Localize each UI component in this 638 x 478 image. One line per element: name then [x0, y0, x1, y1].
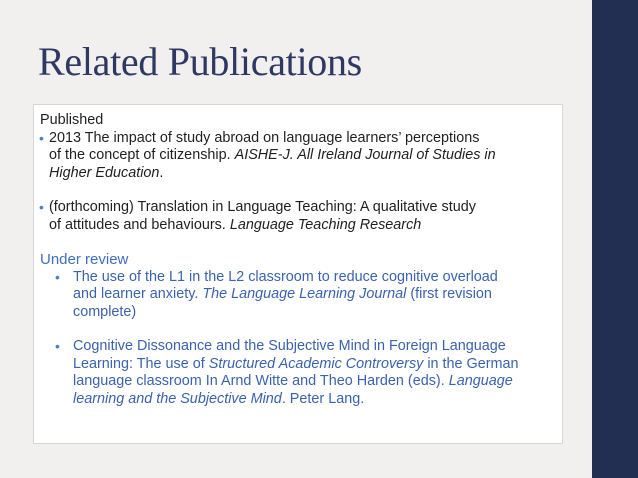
review-item-line: Learning: The use of Structured Academic Controversy in the German — [73, 355, 519, 372]
review-item — [40, 338, 560, 408]
under-review-heading: Under review — [40, 251, 129, 268]
review-item-line: language classroom In Arnd Witte and Theo Harden (eds). Language — [73, 373, 513, 389]
sidebar-accent — [592, 0, 638, 478]
bullet-icon: • — [55, 338, 60, 354]
slide-title: Related Publications — [38, 39, 362, 84]
published-item-line: (forthcoming) Translation in Language Teaching: A qualitative study — [49, 199, 476, 215]
bullet-icon: • — [39, 199, 44, 215]
publications-content — [40, 112, 560, 408]
bullet-icon: • — [55, 268, 60, 285]
review-item — [40, 269, 560, 322]
bullet-icon: • — [39, 129, 44, 146]
published-item-line: Higher Education. — [49, 164, 164, 181]
review-item-line: learning and the Subjective Mind. Peter Lang. — [73, 390, 365, 407]
published-item — [40, 130, 560, 183]
review-item-line: and learner anxiety. The Language Learning Journal (first revision — [73, 286, 492, 302]
published-heading: Published — [40, 112, 104, 128]
review-item-line: The use of the L1 in the L2 classroom to reduce cognitive overload — [73, 268, 498, 285]
published-item-line: of attitudes and behaviours. Language Teaching Research — [49, 216, 422, 233]
review-item-line: complete) — [73, 303, 137, 320]
review-item-line: Cognitive Dissonance and the Subjective Mind in Foreign Language — [73, 338, 506, 354]
published-item-line: of the concept of citizenship. AISHE-J. All Ireland Journal of Studies in — [49, 147, 496, 163]
published-item — [40, 199, 560, 234]
published-item-line: 2013 The impact of study abroad on language learners’ perceptions — [49, 129, 480, 146]
